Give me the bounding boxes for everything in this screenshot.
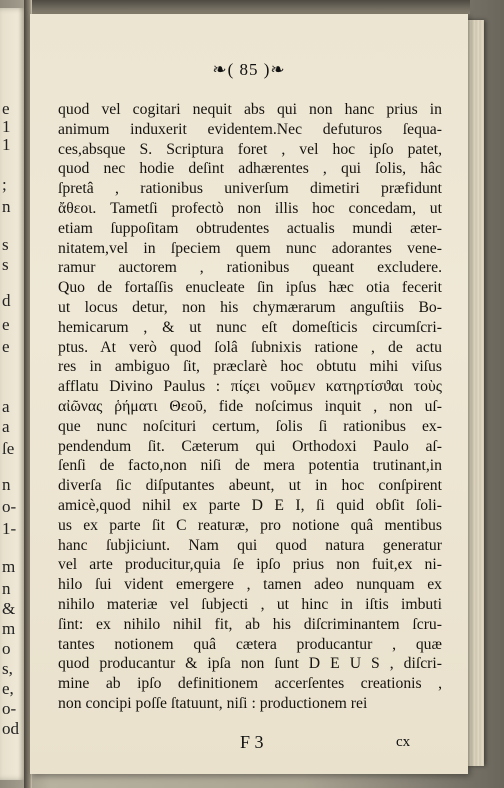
text-line: ramur auctorem , rationibus queant excludere. xyxy=(58,259,442,277)
text-line: vel arte producitur,quia ſe ipſo prius non fuit,ex ni- xyxy=(58,556,442,574)
text-line: ἄθεοι. Tametſi profectò non illis hoc concedam, ut xyxy=(58,199,442,217)
left-fragment: o xyxy=(2,639,11,658)
left-fragment: a xyxy=(2,417,10,436)
text-line: ut locus detur, non his chymærarum anguſtiis Bo- xyxy=(58,298,442,316)
text-line: ſpretâ , rationibus univerſum dimetiri præfidunt xyxy=(58,180,442,198)
left-fragment: m xyxy=(2,619,16,638)
text-line: amicè,quod nihil ex parte D E I, ſi quid obſit ſoli- xyxy=(58,496,442,514)
text-line: mine ab ipſo definitionem accerſentes creationis , xyxy=(58,675,442,693)
text-line: que nunc noſcituri certum, ſolis ſi rationibus ex- xyxy=(58,417,442,435)
left-fragment: ; xyxy=(2,175,7,194)
left-fragment: e xyxy=(2,315,10,334)
text-line: animum induxerit evidentem.Nec defuturos ſequa- xyxy=(58,120,442,138)
page-block-edge xyxy=(466,20,484,766)
book-top-edge xyxy=(30,0,470,14)
book-page xyxy=(30,14,468,774)
left-page-edge xyxy=(0,8,26,780)
text-line: quod nec hodie deſint adhærentes , qui ſolis, hâc xyxy=(58,160,442,178)
left-fragment: & xyxy=(2,599,16,618)
left-fragment: a xyxy=(2,397,10,416)
catchword: cx xyxy=(396,734,411,750)
left-fragment: n xyxy=(2,197,11,216)
left-fragment: n xyxy=(2,475,11,494)
text-line: non concipi poſſe ſtatuunt, niſi : productionem rei xyxy=(58,694,368,712)
text-line: diverſa ſic diſputantes abeunt, ut in hoc conſpirent xyxy=(58,477,442,495)
left-fragment: 1- xyxy=(2,519,17,538)
text-line: Quo de fortaſſis enucleate ſin ipſus hæc otia fecerit xyxy=(58,279,442,297)
text-line: ces,absque S. Scriptura foret , vel hoc ipſo patet, xyxy=(58,140,442,158)
text-line: nihilo materiæ vel ſubjecti , ut hinc in iſtis imbuti xyxy=(58,595,442,613)
left-fragment: s xyxy=(2,255,9,274)
text-line: αἰῶνας ῥήματι Θεοῦ, fide noſcimus inquit , non uſ- xyxy=(58,397,442,415)
left-fragment: d xyxy=(2,291,11,310)
text-line: ſenſi de facto,non niſi de mera potentia trutinant,in xyxy=(58,457,442,475)
page-header: ❧( 85 )❧ xyxy=(212,60,286,79)
left-fragment: s, xyxy=(2,659,13,678)
text-line: tantes notionem quâ cætera producantur , quæ xyxy=(58,635,442,653)
text-line: hemicarum , & ut nunc eſt domeſticis circumſcri- xyxy=(58,318,442,336)
left-fragment: m xyxy=(2,557,16,576)
text-line: us ex parte ſit C reaturæ, pro notione quâ mentibus xyxy=(58,516,442,534)
left-fragment: 1 xyxy=(2,117,11,136)
left-fragment: e, xyxy=(2,679,14,698)
text-line: hilo ſui vident emergere , tamen adeo nunquam ex xyxy=(58,576,442,594)
text-line: ſint: ex nihilo nihil fit, ab his diſcriminantem ſcru- xyxy=(58,615,442,633)
left-fragment: od xyxy=(2,719,19,738)
left-fragment: o- xyxy=(2,699,17,718)
text-line: res in ambiguo ſit, præclarè hoc obtutu mihi viſus xyxy=(58,358,442,376)
signature-mark: F 3 xyxy=(240,732,264,752)
text-line: quod producantur & ipſa non ſunt D E U S , diſcri- xyxy=(58,655,442,673)
text-line: afflatu Divino Paulus : πίςει νοῦμεν κατηρτίσϑαι τοὺς xyxy=(58,378,442,396)
left-fragment: 1 xyxy=(2,135,11,154)
body-text xyxy=(58,100,442,714)
text-line: etiam ſuppoſitam obtrudentes actualis mundi æter- xyxy=(58,219,442,237)
text-line: pendendum ſit. Cæterum qui Orthodoxi Paulo aſ- xyxy=(58,437,442,455)
text-line: quod vel cogitari nequit abs qui non hanc prius in xyxy=(58,101,442,118)
text-line: hanc ſubjiciunt. Nam qui quod natura generatur xyxy=(58,536,442,554)
left-fragment: o- xyxy=(2,497,17,516)
text-line: ptus. At verò quod ſolâ ſubnixis ratione , de actu xyxy=(58,338,442,356)
text-line: nitatem,vel in ſpeciem quem nunc adorantes vene- xyxy=(58,239,442,257)
left-fragment: s xyxy=(2,235,9,254)
left-fragment: e xyxy=(2,99,10,118)
left-fragment: e xyxy=(2,337,10,356)
left-fragment: ſe xyxy=(2,439,15,458)
left-fragment: n xyxy=(2,579,11,598)
